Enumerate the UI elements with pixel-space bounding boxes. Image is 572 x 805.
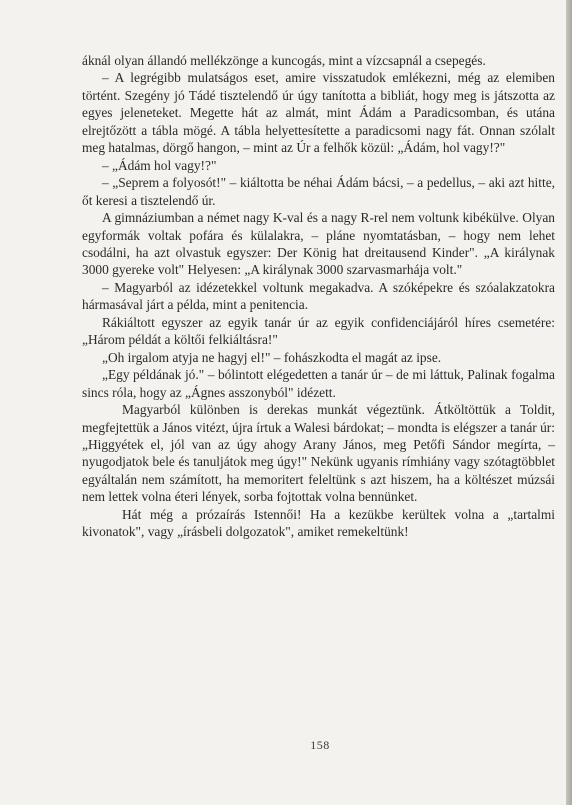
paragraph: A gimnáziumban a német nagy K-val és a nagy R-rel nem voltunk kibékülve. Olyan egyformák voltak pofára és külalakra, – pláne nyomtatásban, – hogy nem lehet csodálni, ha azt olvastuk egyszer: Der König hat dreitausend Kinder". „A királynak 3000 gyereke volt" Helyesen: „A királynak 3000 szarvasmarhája volt."	[82, 210, 555, 278]
paragraph: Rákiáltott egyszer az egyik tanár úr az egyik confidenciájáról híres csemetére: „Három példát a költői felkiáltásra!"	[82, 314, 555, 348]
paragraph: – A legrégibb mulatságos eset, amire visszatudok emlékezni, még az elemiben történt. Szegény jó Tádé tisztelendő úr úgy tanította a bibliát, hogy meg is játszotta az egyes jeleneteket. Megette hát az almát, mint Ádám a Paradicsomban, és utána elrejtőzött a tábla mögé. A tábla helyettesítette a paradicsomi nagy fát. Onnan szólalt meg hatalmas, dörgő hangon, – mint az Úr a felhők közül: „Ádám, hol vagy!?"	[82, 70, 555, 156]
paragraph: – Magyarból az idézetekkel voltunk megakadva. A szóképekre és szóalakzatokra hármasával járt a példa, mint a penitencia.	[82, 279, 555, 313]
paragraph: – „Seprem a folyosót!" – kiáltotta be néhai Ádám bácsi, – a pedellus, – aki azt hitte, őt keresi a tisztelendő úr.	[82, 175, 555, 208]
paragraph: Magyarból különben is derekas munkát végeztünk. Átköltöttük a Toldit, megfejtettük a János vitézt, újra írtuk a Walesi bárdokat; – mondta is elégszer a tanár úr: „Higgyétek el, jól van az úgy ahogy Arany János, meg Petőfi Sándor megírta, – nyugodjatok bele és tanuljátok meg úgy!" Nekünk ugyanis rímhiány vagy szótagtöbblet egyáltalán nem számított, ha memoritert feleltünk s azt hiszem, ha a költészet múzsái nem lettek volna éteri lények, sorba fojtottak volna bennünket.	[82, 402, 555, 505]
paragraph: – „Ádám hol vagy!?"	[102, 157, 217, 173]
body-text	[82, 52, 555, 541]
paragraph: Hát még a prózaírás Istennői! Ha a kezükbe kerültek volna a „tartalmi kivonatok", vagy „írásbeli dolgozatok", amiket remekeltünk!	[82, 506, 555, 540]
page-edge-shadow	[566, 0, 572, 805]
paragraph: áknál olyan állandó mellékzönge a kuncogás, mint a vízcsapnál a csepegés.	[82, 53, 486, 68]
page-number: 158	[310, 738, 330, 752]
paragraph: „Oh irgalom atyja ne hagyj el!" – fohászkodta el magát az ipse.	[102, 349, 442, 365]
paragraph: „Egy példának jó." – bólintott elégedetten a tanár úr – de mi láttuk, Palinak fogalma sincs róla, hogy az „Ágnes asszonyból" idézett.	[82, 367, 555, 400]
